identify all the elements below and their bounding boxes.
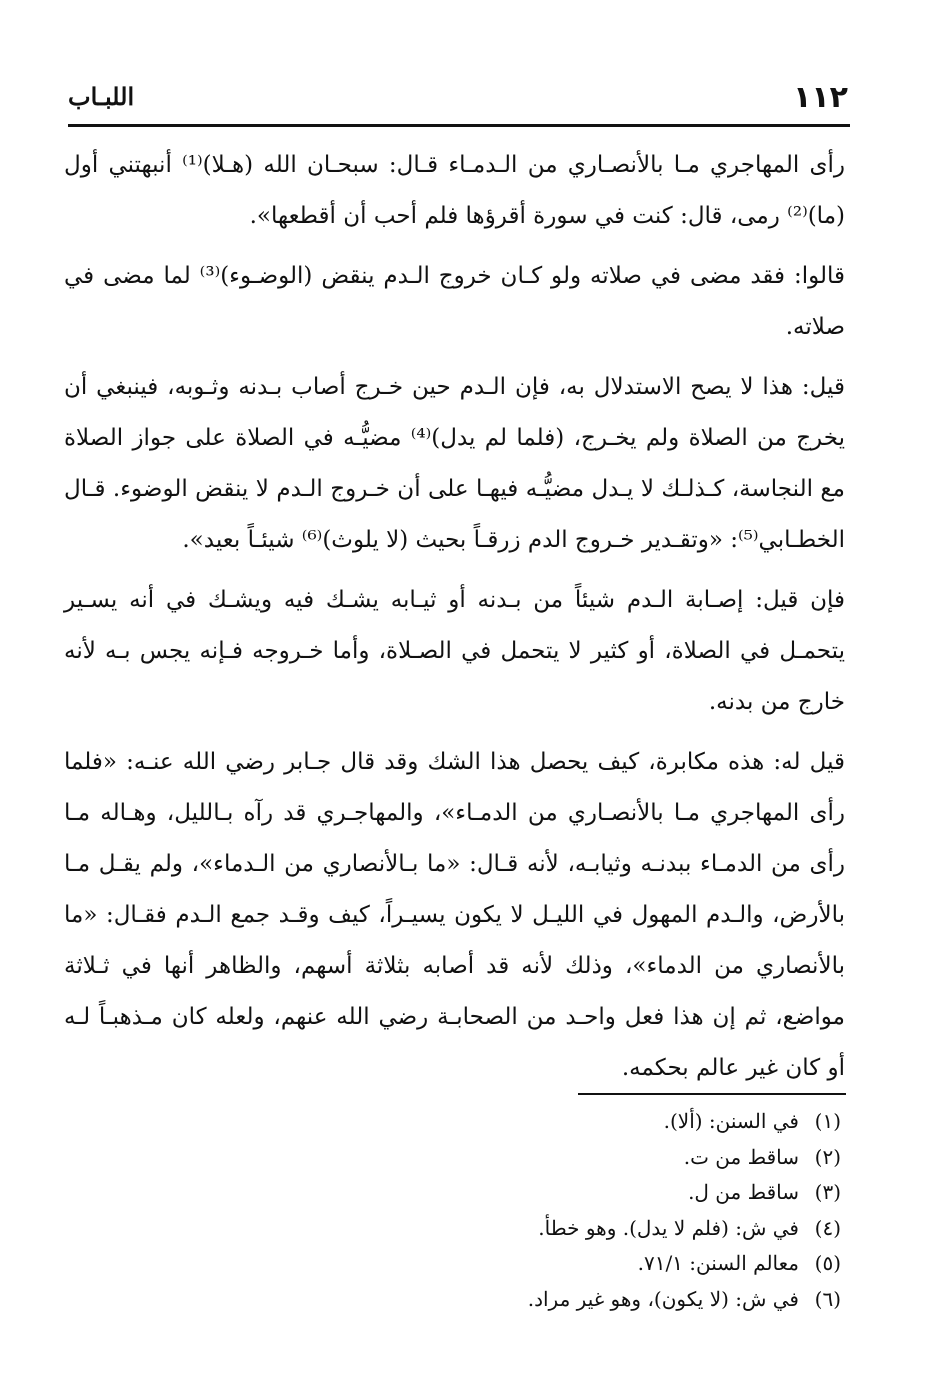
paragraph: فإن قيل: إصـابة الـدم شيئاً من بـدنه أو ثيـابه يشـك فيه ويشـك في أنه يسـير يتحمـل في الصلاة، أو كثير لا يتحمل في الصـلاة، وأما خـروجه فـإنه يجس بـه لأنه خارج من بدنه. (64, 587, 845, 715)
footnote (300, 1246, 841, 1282)
footnote-rule (578, 1093, 846, 1095)
footnote-text: ساقط من ل. (688, 1180, 799, 1204)
footnote (300, 1175, 841, 1211)
footnote (300, 1211, 841, 1247)
footnotes (300, 1104, 841, 1317)
footnote (300, 1282, 841, 1318)
footnote-text: في ش: (لا يكون)، وهو غير مراد. (527, 1286, 799, 1311)
paragraph: رأى المهاجري مـا بالأنصـاري من الـدمـاء قـال: سبحـان الله (هـلا)⁽¹⁾ أنبهتني أول (ما)⁽²⁾ رمى، قال: كنت في سورة أقرؤها فلم أحب أن أقطعها». (64, 152, 845, 229)
footnote-text: في ش: (فلم لا يدل). وهو خطأ. (538, 1215, 799, 1240)
running-title: اللبـاب (68, 82, 135, 111)
footnote-text: في السنن: (ألا). (663, 1109, 799, 1133)
footnote-text: ساقط من ت. (683, 1144, 799, 1169)
page-number: ١١٢ (793, 80, 848, 115)
footnote (300, 1140, 841, 1176)
paragraph: قيل: هذا لا يصح الاستدلال به، فإن الـدم حين خـرج أصاب بـدنه وثـوبه، فينبغي أن يخرج من الصلاة ولم يخـرج، (فلما لم يدل)⁽⁴⁾ مضيُّـه في الصلاة على جواز الصلاة مع النجاسة، كـذلـك لا يـدل مضيُّـه فيهـا على أن خـروج الـدم لا ينقض الوضوء. قـال الخطـابي⁽⁵⁾: «وتقـدير خـروج الدم زرقـاً بحيث (لا يلوث)⁽⁶⁾ شيئـاً بعيد». (64, 374, 845, 553)
paragraph: قيل له: هذه مكابرة، كيف يحصل هذا الشك وقد قال جـابر رضي الله عنـه: «فلما رأى المهاجري مـا بالأنصـاري من الدمـاء»، والمهاجـري قد رآه بـالليل، وهـاله مـا رأى من الدمـاء ببدنـه وثيابـه، لأنه قـال: «ما بـالأنصاري من الـدماء»، ولم يقـل مـا بالأرض، والـدم المهول في الليـل لا يكون يسيـراً، كيف وقـد جمع الـدم فقـال: «ما بالأنصاري من الدماء»، وذلك لأنه قد أصابه بثلاثة أسهم، والظاهر أنها في ثـلاثة مواضع، ثم إن هذا فعل واحـد من الصحابـة رضي الله عنهم، ولعله كان مـذهبـاً لـه أو كان غير عالم بحكمه. (64, 749, 845, 1081)
header-rule (68, 124, 850, 127)
footnote-number: (٢) (814, 1144, 841, 1169)
paragraph: قالوا: فقد مضى في صلاته ولو كـان خروج الـدم ينقض (الوضـوء)⁽³⁾ لما مضى في صلاته. (64, 263, 845, 340)
footnote-number: (١) (814, 1109, 841, 1133)
footnote-number: (٤) (814, 1215, 841, 1240)
page-header (68, 72, 848, 122)
main-text (64, 140, 845, 1103)
footnote (300, 1104, 841, 1140)
footnote-number: (٦) (814, 1286, 841, 1311)
footnote-number: (٣) (814, 1180, 841, 1204)
footnote-text: معالم السنن: ٧١/١. (637, 1251, 799, 1275)
footnote-number: (٥) (814, 1251, 841, 1275)
